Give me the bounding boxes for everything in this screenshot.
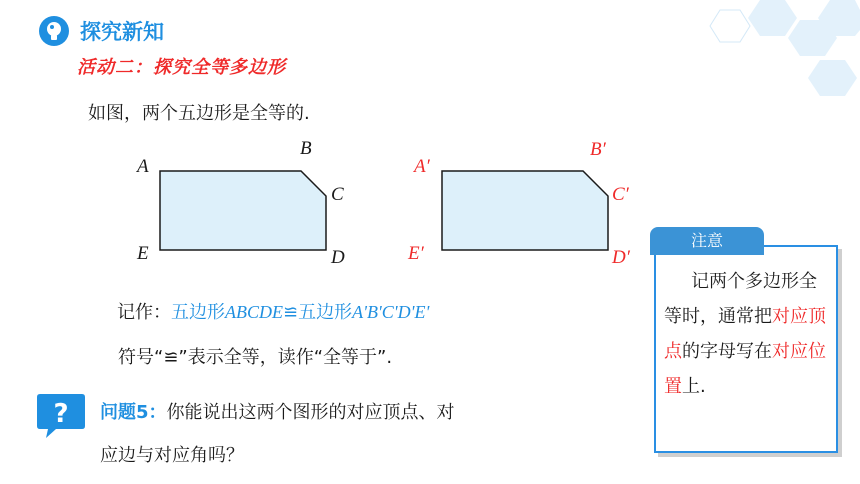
notation-prefix: 记作： xyxy=(117,302,171,323)
symbol-explanation: 符号“≌”表示全等，读作“全等于”. xyxy=(118,347,393,368)
notation-math1: ABCDE xyxy=(225,302,283,322)
vertex-label-c: C xyxy=(331,184,344,205)
pentagon-a-prime xyxy=(432,160,622,260)
hexagon-decoration xyxy=(700,0,860,100)
vertex-label-b-prime: B′ xyxy=(590,139,606,160)
congruence-notation xyxy=(117,298,429,324)
note-tab: 注意 xyxy=(650,227,764,255)
vertex-label-b: B xyxy=(300,138,312,159)
note-part1: 记两个多边形全等时，通常把 xyxy=(664,271,817,327)
note-part3: 上. xyxy=(682,376,706,397)
bulb-icon xyxy=(38,15,70,47)
vertex-label-d-prime: D′ xyxy=(612,247,630,268)
note-highlight2: 对应位置 xyxy=(664,341,826,397)
note-part2: 的字母写在 xyxy=(682,341,772,362)
question-icon xyxy=(36,392,86,440)
vertex-label-c-prime: C′ xyxy=(612,184,629,205)
note-highlight1: 对应顶点 xyxy=(664,306,826,362)
question-label: 问题5： xyxy=(100,402,167,423)
section-title: 探究新知 xyxy=(80,20,164,44)
activity-title: 活动二：探究全等多边形 xyxy=(77,57,286,78)
question-line-2: 应边与对应角吗？ xyxy=(100,445,244,466)
vertex-label-a-prime: A′ xyxy=(414,156,430,177)
notation-math2: A'B'C'D'E' xyxy=(352,302,430,322)
question-text-1: 你能说出这两个图形的对应顶点、对 xyxy=(166,402,455,423)
vertex-label-e: E xyxy=(137,243,149,264)
vertex-label-e-prime: E′ xyxy=(408,243,424,264)
intro-text: 如图，两个五边形是全等的. xyxy=(88,103,310,124)
vertex-label-a: A xyxy=(137,156,149,177)
svg-text:?: ? xyxy=(53,399,69,429)
vertex-label-d: D xyxy=(331,247,345,268)
question-line-1 xyxy=(100,398,455,424)
notation-symbol: ≌ xyxy=(283,302,299,323)
notation-shape2: 五边形 xyxy=(298,302,353,323)
notation-shape1: 五边形 xyxy=(171,302,225,323)
note-text xyxy=(664,264,829,404)
pentagon-abcde xyxy=(150,160,340,260)
